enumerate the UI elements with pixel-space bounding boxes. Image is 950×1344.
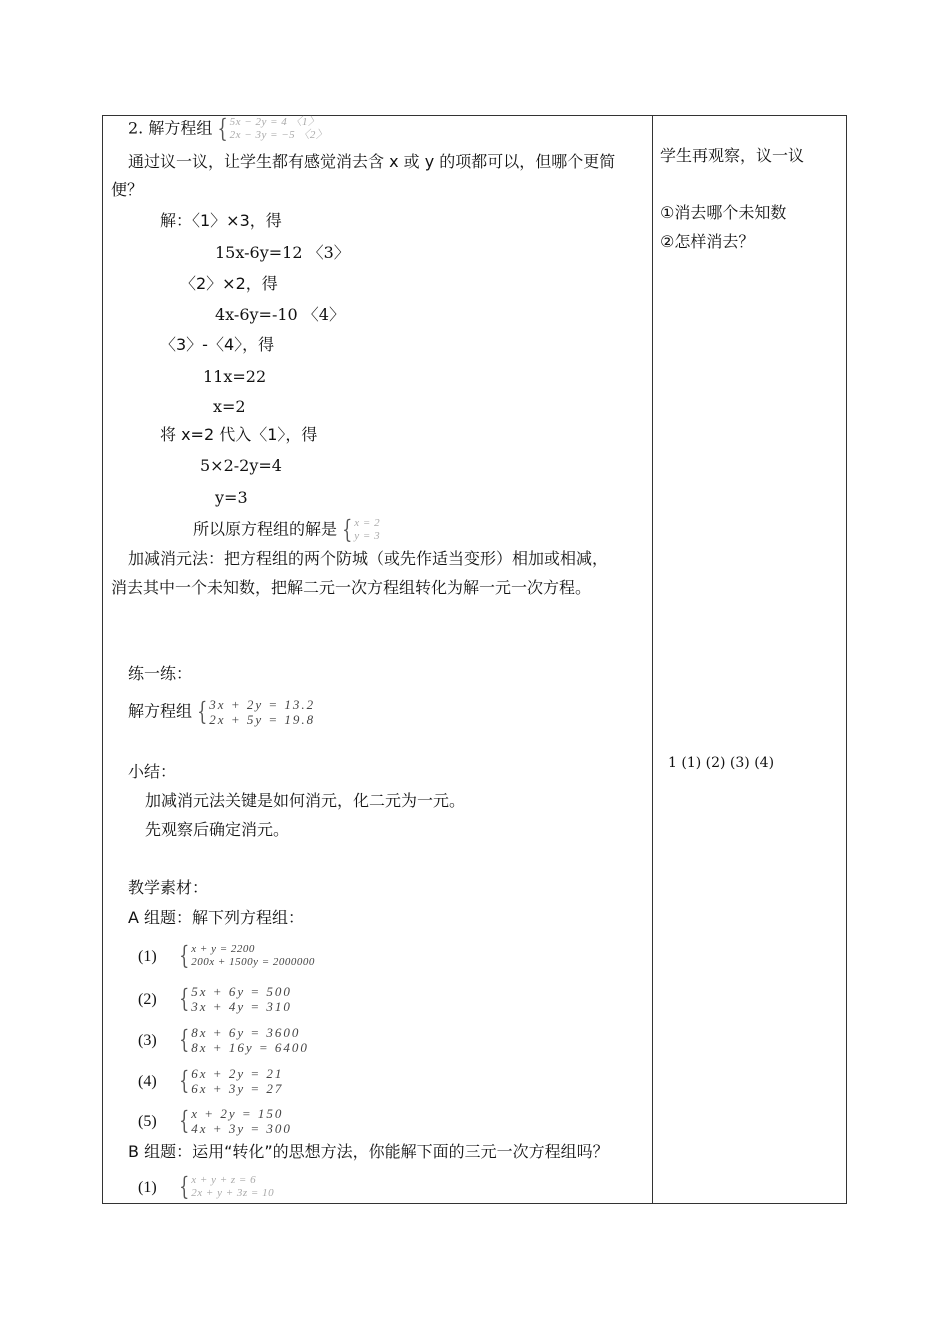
solution-step-4: 将 x=2 代入〈1〉，得 xyxy=(160,425,318,444)
item-label: (4) xyxy=(138,1072,157,1090)
solution-step-3: 〈3〉-〈4〉，得 xyxy=(160,335,275,354)
question-1: ①消去哪个未知数 xyxy=(660,203,787,222)
intro-line-2: 便？ xyxy=(111,180,144,199)
item-eq1: x + y = 2200 xyxy=(191,943,255,955)
answers-note: 1 (1) (2) (3) (4) xyxy=(668,755,775,771)
solution-eq-6: x=2 xyxy=(213,397,246,416)
summary-line-2: 先观察后确定消元。 xyxy=(145,820,290,839)
materials-title: 教学素材： xyxy=(128,878,209,897)
solution-eq-7: 5×2-2y=4 xyxy=(200,456,282,475)
solution-step-1: 解：〈1〉×3，得 xyxy=(160,211,282,230)
conclusion-eq1: x = 2 xyxy=(354,517,381,529)
practice-eq2: 2x + 5y = 19.8 xyxy=(209,712,316,727)
intro-line-1: 通过议一议，让学生都有感觉消去含 x 或 y 的项都可以，但哪个更简 xyxy=(128,152,616,171)
problem-heading xyxy=(128,113,328,144)
item-label: (3) xyxy=(138,1031,157,1049)
solution-step-2: 〈2〉×2，得 xyxy=(180,274,278,293)
group-a-item: (3) { 8x + 6y = 3600 8x + 16y = 6400 xyxy=(138,1024,309,1055)
problem-title: 2. 解方程组 xyxy=(128,118,213,138)
solution-eq-4: 4x-6y=-10 〈4〉 xyxy=(215,305,345,324)
item-eq2: 8x + 16y = 6400 xyxy=(191,1040,309,1055)
conclusion-text: 所以原方程组的解是 xyxy=(193,519,338,539)
item-label: (2) xyxy=(138,990,157,1008)
practice-eq1: 3x + 2y = 13.2 xyxy=(209,697,316,712)
item-label: (1) xyxy=(138,1178,157,1196)
group-b-title: B 组题：运用“转化”的思想方法，你能解下面的三元一次方程组吗？ xyxy=(128,1142,609,1161)
practice-equation-system: { 3x + 2y = 13.2 2x + 5y = 19.8 xyxy=(197,696,316,727)
conclusion-eq2: y = 3 xyxy=(354,530,381,542)
practice-label: 解方程组 xyxy=(128,701,193,721)
solution-eq-8: y=3 xyxy=(215,488,248,507)
item-label: (5) xyxy=(138,1112,157,1130)
problem-eq2: 2x − 3y = −5 〈2〉 xyxy=(229,129,328,141)
group-b-item: (1) { x + y + z = 6 2x + y + 3z = 10 xyxy=(138,1171,275,1202)
item-eq2: 200x + 1500y = 2000000 xyxy=(191,956,315,968)
solution-eq-5: 11x=22 xyxy=(203,367,267,386)
item-eq2: 6x + 3y = 27 xyxy=(191,1081,284,1096)
group-a-item: (5) { x + 2y = 150 4x + 3y = 300 xyxy=(138,1105,292,1136)
observe-note: 学生再观察，议一议 xyxy=(660,146,805,165)
summary-title: 小结： xyxy=(128,762,177,781)
item-eq1: 5x + 6y = 500 xyxy=(191,984,292,999)
practice-problem xyxy=(128,697,315,727)
problem-eq1: 5x − 2y = 4 〈1〉 xyxy=(229,116,320,128)
column-divider xyxy=(652,116,653,1203)
method-line-2: 消去其中一个未知数，把解二元一次方程组转化为解一元一次方程。 xyxy=(111,578,592,597)
group-a-title: A 组题：解下列方程组： xyxy=(128,908,305,927)
question-2: ②怎样消去？ xyxy=(660,232,755,251)
item-eq2: 4x + 3y = 300 xyxy=(191,1121,292,1136)
conclusion xyxy=(193,514,381,545)
item-eq2: 2x + y + 3z = 10 xyxy=(191,1187,275,1199)
problem-equation-system: { 5x − 2y = 4 〈1〉 2x − 3y = −5 〈2〉 xyxy=(217,113,328,144)
solution-eq-3: 15x-6y=12 〈3〉 xyxy=(215,243,350,262)
group-a-item: (4) { 6x + 2y = 21 6x + 3y = 27 xyxy=(138,1065,284,1096)
method-line-1: 加减消元法：把方程组的两个防城（或先作适当变形）相加或相减， xyxy=(128,549,609,568)
item-label: (1) xyxy=(138,947,157,965)
item-eq1: x + 2y = 150 xyxy=(191,1106,284,1121)
group-a-item: (2) { 5x + 6y = 500 3x + 4y = 310 xyxy=(138,983,292,1014)
item-eq2: 3x + 4y = 310 xyxy=(191,999,292,1014)
summary-line-1: 加减消元法关键是如何消元，化二元为一元。 xyxy=(145,791,466,810)
conclusion-equation-system: { x = 2 y = 3 xyxy=(342,514,381,545)
item-eq1: 6x + 2y = 21 xyxy=(191,1066,284,1081)
practice-title: 练一练： xyxy=(128,664,193,683)
group-a-item: (1) { x + y = 2200 200x + 1500y = 2000000 xyxy=(138,940,315,971)
item-eq1: 8x + 6y = 3600 xyxy=(191,1025,301,1040)
item-eq1: x + y + z = 6 xyxy=(191,1174,257,1186)
